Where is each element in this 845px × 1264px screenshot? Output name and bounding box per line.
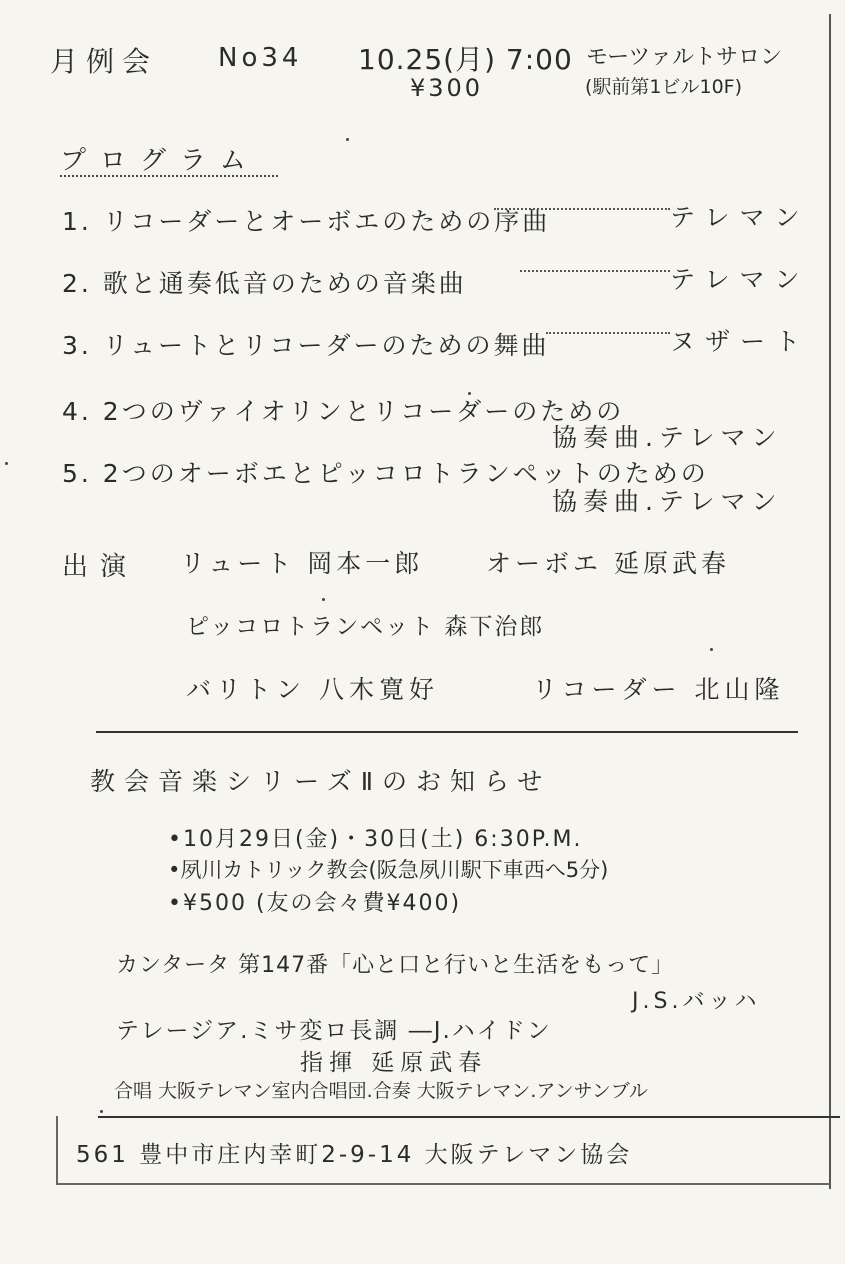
paper-speck: [346, 138, 349, 141]
program-item-4-line2: 協奏曲.テレマン: [552, 423, 783, 452]
performer-lute: リュート 岡本一郎: [180, 549, 424, 578]
program-item-1-composer: テレマン: [670, 203, 810, 232]
performers-label: 出演: [62, 552, 139, 582]
paper-speck: [710, 648, 713, 651]
program-item-2: [62, 264, 467, 300]
venue-note: (駅前第1ビル10F): [585, 76, 743, 98]
program-item-4: 4. 2つのヴァイオリンとリコーダーのための: [62, 397, 625, 426]
program-item-3-composer: ヌザート: [670, 327, 811, 356]
cantata-composer: J.S.バッハ: [632, 989, 761, 1014]
performer-baritone: バリトン 八木寛好: [186, 675, 439, 704]
notice-price: •¥500 (友の会々費¥400): [168, 891, 462, 916]
program-heading: プログラム: [60, 146, 260, 176]
footer-box-left: [56, 1116, 58, 1184]
event-venue: モーツァルトサロン: [586, 45, 783, 70]
program-item-1-title: 1. リコーダーとオーボエのための序曲: [62, 207, 551, 236]
program-item-3-title: 3. リュートとリコーダーのための舞曲: [62, 331, 550, 360]
program-heading-underline: [60, 175, 278, 177]
program-item-3: [62, 326, 550, 362]
paper-speck: [5, 462, 8, 465]
performer-oboe: オーボエ 延原武春: [486, 549, 730, 578]
notice-date: •10月29日(金)・30日(土) 6:30P.M.: [168, 827, 583, 852]
event-number: No34: [218, 43, 303, 73]
leader-dots-1: [494, 208, 670, 210]
event-title: 月例会: [50, 45, 159, 78]
program-item-2-composer: テレマン: [670, 265, 810, 294]
performer-trumpet: ピッコロトランペット 森下治郎: [186, 614, 545, 640]
cantata-title: カンタータ 第147番「心と口と行いと生活をもって」: [116, 953, 675, 978]
event-price: ¥300: [410, 74, 484, 102]
program-item-5: 5. 2つのオーボエとピッコロトランペットのための: [62, 459, 709, 488]
mass-title: テレージア.ミサ変ロ長調 ―J.ハイドン: [116, 1018, 552, 1044]
program-item-5-line2: 協奏曲.テレマン: [552, 487, 783, 516]
notice-venue: •夙川カトリック教会(阪急夙川駅下車西へ5分): [168, 858, 609, 882]
paper-speck: [100, 1110, 103, 1113]
ensemble: 合唱 大阪テレマン室内合唱団.合奏 大阪テレマン.アンサンブル: [114, 1080, 648, 1102]
right-border-line: [829, 14, 831, 1189]
leader-dots-3: [546, 332, 670, 334]
performer-recorder: リコーダー 北山隆: [532, 675, 785, 704]
leader-dots-2: [520, 270, 670, 272]
notice-heading: 教会音楽シリーズⅡのお知らせ: [90, 767, 552, 796]
footer-box-bottom: [56, 1183, 830, 1185]
section-divider: [96, 731, 798, 733]
footer-address: 561 豊中市庄内幸町2-9-14 大阪テレマン協会: [76, 1142, 633, 1168]
footer-divider: [98, 1116, 840, 1118]
paper-speck: [322, 598, 325, 601]
paper-speck: [468, 392, 471, 395]
conductor: 指揮 延原武春: [300, 1050, 488, 1076]
program-item-1: [62, 202, 550, 238]
program-item-2-title: 2. 歌と通奏低音のための音楽曲: [62, 269, 467, 298]
event-datetime: 10.25(月) 7:00: [358, 43, 573, 76]
